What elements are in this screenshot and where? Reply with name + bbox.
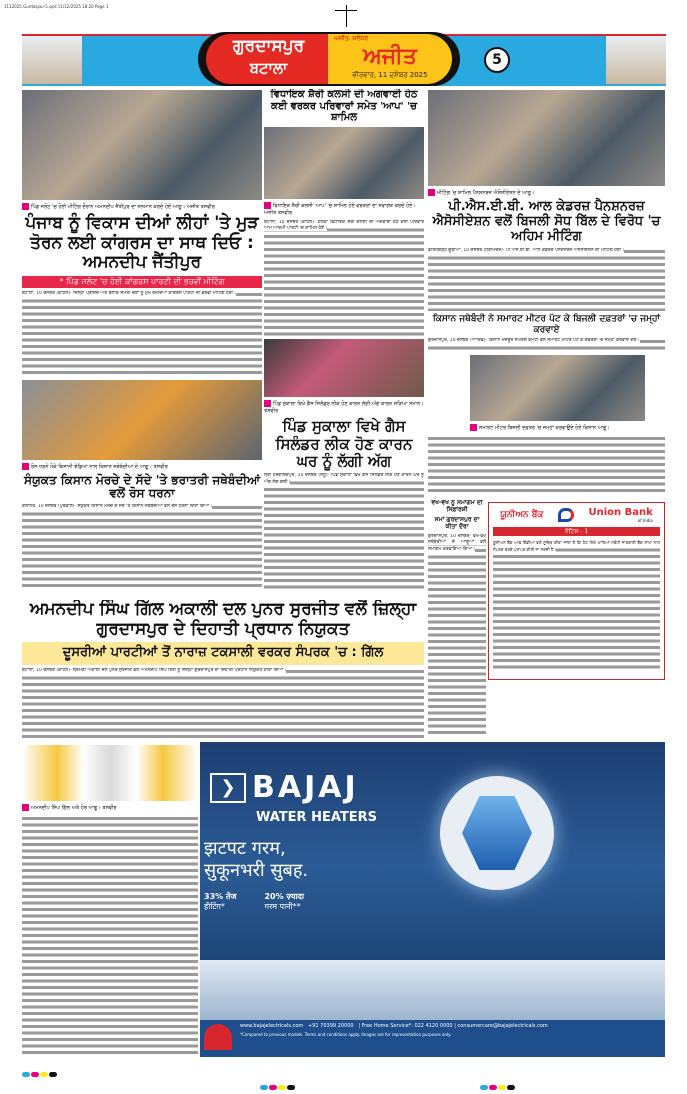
ad-product: WATER HEATERS	[256, 810, 378, 825]
ad-feature-1-value: 33% तेज	[204, 892, 237, 901]
headline-short-news-2: ਸਮਾਂ ਗੁਰਦਾਸਪੁਰ ਦਾ ਕੀਤਾ ਦੌਰਾ	[434, 515, 480, 530]
paper-logo: ਅਜੀਤ	[363, 44, 417, 69]
photo-caption: ਸਮਾਰਟ ਮੀਟਰ ਬਿਜਲੀ ਦਫ਼ਤਰ 'ਚ ਜਮ੍ਹਾਂ ਕਰਵਾਉਂਦੇ ਹੋਏ ਕਿਸਾਨ ਆਗੂ।	[470, 424, 665, 432]
article-body: ਗੁਰਦਾਸਪੁਰ, 10 ਦਸੰਬਰ- ਵੱਖ-ਵੱਖ ਜਥੇਬੰਦੀਆਂ ਦੇ ਆਗੂਆਂ ਵਲੋਂ ਸਮਾਗਮ ਕਰਵਾਇਆ ਗਿਆ।	[428, 534, 486, 736]
notice-title: ਨੋਟਿਸ - 1	[493, 527, 660, 536]
color-registration-bar	[260, 1075, 296, 1094]
leaders-portraits	[22, 745, 198, 801]
print-slug: 1112025 Gurdaspur-5.qxd 11/12/2025 18:20 Page 1	[4, 4, 109, 9]
ad-service: | Free Home Service*: 022 4120 0000 | consumercare@bajajelectricals.com	[358, 1023, 548, 1029]
article-body: ਕਲਾਨੌਰ, 10 ਦਸੰਬਰ (ਪੁਰੇਵਾਲ)- ਸੰਯੁਕਤ ਕਿਸਾਨ ਮੋਰਚੇ ਦੇ ਸੱਦੇ 'ਤੇ ਕਿਸਾਨ ਜਥੇਬੰਦੀਆਂ ਵਲੋਂ ਰੋਸ ਧਰਨਾ ਦਿੱਤਾ ਗਿਆ।	[22, 504, 262, 590]
article-body-continued	[428, 435, 665, 492]
bajaj-water-heater-ad	[200, 742, 665, 1020]
edition-city-1: ਗੁਰਦਾਸਪੁਰ	[232, 36, 305, 56]
subhead-congress: * ਪਿੰਡ ਜਲੋਟ 'ਚ ਹੋਈ ਕਾਂਗਰਸ ਪਾਰਟੀ ਦੀ ਭਰਵੀਂ ਮੀਟਿੰਗ	[22, 276, 262, 288]
gill-article-continued	[22, 745, 198, 1055]
article-body: ਗੁਰਦਾਸਪੁਰ, 10 ਦਸੰਬਰ (ਆਰਿਫ)- ਕਿਸਾਨ ਮਜ਼ਦੂਰ ਸੰਘਰਸ਼ ਕਮੇਟੀ ਵਲੋਂ ਸਮਾਰਟ ਮੀਟਰ ਪੱਟ ਕੇ ਦਫ਼ਤਰਾਂ 'ਚ ਜਮ੍ਹਾਂ ਕਰਵਾਏ ਗਏ।	[428, 338, 665, 352]
photo-caption: ਮੀਟਿੰਗ 'ਚ ਸ਼ਾਮਿਲ ਪੈਨਸ਼ਨਰਜ਼ ਐਸੋਸੀਏਸ਼ਨ ਦੇ ਆਗੂ।	[428, 189, 665, 197]
ad-website: www.bajajelectricals.com	[240, 1023, 304, 1029]
ad-feature-2-label: गरम पानी**	[264, 902, 301, 911]
headline-pensioners: ਪੀ.ਐਸ.ਈ.ਬੀ. ਆਲ ਕੇਡਰਜ਼ ਪੈਨਸ਼ਨਰਜ਼ ਐਸੋਸੀਏਸ਼ਨ ਵਲੋਂ ਬਿਜਲੀ ਸੋਧ ਬਿੱਲ ਦੇ ਵਿਰੋਧ 'ਚ ਅਹਿਮ ਮੀਟਿੰਗ	[432, 199, 661, 244]
article-body-continued	[22, 815, 198, 1055]
ad-footer	[200, 1020, 665, 1057]
registration-mark	[346, 5, 347, 27]
photo-caption: ਅਮਨਦੀਪ ਸਿੰਘ ਗਿੱਲ ਅਤੇ ਹੋਰ ਆਗੂ। ਤਸਵੀਰ	[22, 804, 198, 812]
registration-mark	[335, 10, 357, 11]
middle-column	[264, 89, 424, 590]
ad-feature-1-label: हीटिंग*	[204, 902, 225, 911]
headline-farmers-protest: ਸੰਯੁਕਤ ਕਿਸਾਨ ਮੋਰਚੇ ਦੇ ਸੱਦੇ 'ਤੇ ਭਰਾਤਰੀ ਜਥੇਬੰਦੀਆਂ ਵਲੋਂ ਰੋਸ ਧਰਨਾ	[23, 472, 261, 501]
ad-whatsapp: +91 70399 20000	[308, 1023, 354, 1029]
edition-city-2: ਬਟਾਲਾ	[249, 59, 288, 77]
left-column	[22, 90, 262, 590]
photo-caption: ਵਿਧਾਇਕ ਸ਼ੈਰੀ ਕਲਸੀ 'ਆਪ' 'ਚ ਸ਼ਾਮਿਲ ਹੋਏ ਵਰਕਰਾਂ ਦਾ ਸਵਾਗਤ ਕਰਦੇ ਹੋਏ। ਅਜੀਤ ਤਸਵੀਰ	[264, 202, 416, 216]
ad-tagline-1: झटपट गरम,	[204, 838, 286, 859]
bank-name: Union Bank	[588, 507, 653, 518]
ad-brand: BAJAJ	[252, 770, 359, 805]
smart-meters-photo	[470, 355, 645, 421]
article-body: ਸ੍ਰੀ ਹਰਗੋਬਿੰਦਪੁਰ, 10 ਦਸੰਬਰ (ਸੰਧੂ)- ਪਿੰਡ ਸੁਕਾਲਾ ਵਿਖੇ ਗੈਸ ਸਿਲੰਡਰ ਲੀਕ ਹੋਣ ਕਾਰਨ ਘਰ ਨੂੰ ਅੱਗ ਲੱਗ ਗਈ।	[264, 473, 424, 590]
right-column	[428, 90, 665, 492]
issue-date: ਵੀਰਵਾਰ, 11 ਦਸੰਬਰ 2025	[352, 71, 428, 79]
masthead	[22, 34, 666, 86]
ad-tagline-2: सुकूनभरी सुबह.	[204, 860, 309, 881]
bank-subtitle: of India	[637, 518, 653, 523]
pensioners-meeting-photo	[428, 90, 665, 186]
ad-feature-2-value: 20% ज़्यादा	[264, 892, 304, 901]
gill-article	[22, 600, 424, 741]
headline-congress: ਪੰਜਾਬ ਨੂੰ ਵਿਕਾਸ ਦੀਆਂ ਲੀਹਾਂ 'ਤੇ ਮੁੜ ਤੋਰਨ ਲਈ ਕਾਂਗਰਸ ਦਾ ਸਾਥ ਦਿਓ : ਅਮਨਦੀਪ ਜੈਂਤੀਪੁਰ	[25, 213, 259, 273]
color-registration-bar	[480, 1075, 516, 1094]
publisher: ਅਜੀਤ, ਜਲੰਧਰ	[334, 35, 369, 42]
water-heater-image	[440, 776, 554, 890]
headline-short-news-1: ਵੱਖ-ਵੱਖ ਨੂੰ ਸਮਾਗਮ ਦੀ ਸਿਫ਼ਾਰਸ਼ੀ	[431, 500, 483, 513]
photo-caption: ਰੋਸ ਧਰਨੇ ਮੌਕੇ ਕਿਸਾਨੀ ਝੰਡਿਆਂ ਨਾਲ ਕਿਸਾਨ ਜਥੇਬੰਦੀਆਂ ਦੇ ਆਗੂ। ਤਸਵੀਰ	[22, 463, 262, 471]
color-registration-bar	[22, 1062, 58, 1081]
subhead-gill: ਦੂਸਰੀਆਂ ਪਾਰਟੀਆਂ ਤੋਂ ਨਾਰਾਜ਼ ਟਕਸਾਲੀ ਵਰਕਰ ਸੰਪਰਕ 'ਚ : ਗਿੱਲ	[22, 642, 424, 665]
union-bank-logo-icon	[558, 508, 574, 522]
notice-body: ਯੂਨੀਅਨ ਬੈਂਕ ਆਫ ਇੰਡੀਆ ਵਲੋਂ ਸੂਚਿਤ ਕੀਤਾ ਜਾਂਦਾ ਹੈ ਕਿ ਹੇਠ ਲਿਖੇ ਖਾਤਿਆਂ ਸਬੰਧੀ ਜਾਣਕਾਰੀ ਬੈਂਕ ਸ਼ਾਖਾ ਨਾਲ ਸੰਪਰਕ ਕਰਕੇ ਪ੍ਰਾਪਤ ਕੀਤੀ ਜਾ ਸਕਦੀ ਹੈ।	[493, 540, 660, 670]
photo-caption: ਪਿੰਡ ਸੁਕਾਲਾ ਵਿਖੇ ਗੈਸ ਸਿਲੰਡਰ ਲੀਕ ਹੋਣ ਕਾਰਨ ਲੱਗੀ ਅੱਗ ਕਾਰਨ ਸੜਿਆ ਸਮਾਨ। ਤਸਵੀਰ	[264, 401, 424, 415]
headline-smart-meters: ਕਿਸਾਨ ਜਥੇਬੰਦੀ ਨੇ ਸਮਾਰਟ ਮੀਟਰ ਪੱਟ ਕੇ ਬਿਜਲੀ ਦਫ਼ਤਰਾਂ 'ਚ ਜਮ੍ਹਾਂ ਕਰਵਾਏ	[432, 314, 661, 335]
bajaj-logo-icon: ❯	[210, 773, 246, 803]
fire-damage-photo	[264, 339, 424, 397]
article-body: ਬਟਾਲਾ, 10 ਦਸੰਬਰ (ਕਾਹਲੋਂ)- ਜ਼ਿਲ੍ਹਾ ਪ੍ਰੀਸ਼ਦ ਅਤੇ ਬਲਾਕ ਸੰਮਤੀ ਚੋਣਾਂ ਨੂੰ ਮੁੱਖ ਰੱਖਦਿਆਂ ਕਾਂਗਰਸ ਪਾਰਟੀ ਦੀ ਭਰਵੀਂ ਮੀਟਿੰਗ ਹੋਈ।	[22, 291, 262, 377]
headline-gas-cylinder: ਪਿੰਡ ਸੁਕਾਲਾ ਵਿਖੇ ਗੈਸ ਸਿਲੰਡਰ ਲੀਕ ਹੋਣ ਕਾਰਨ ਘਰ ਨੂੰ ਲੱਗੀ ਅੱਗ	[275, 417, 413, 470]
union-bank-notice	[488, 502, 665, 680]
bathtub-image	[200, 960, 665, 1020]
article-body: ਬਟਾਲਾ, 10 ਦਸੰਬਰ (ਕਾਹਲੋਂ)- ਸ਼੍ਰੋਮਣੀ ਅਕਾਲੀ ਦਲ ਪੁਨਰ ਸੁਰਜੀਤ ਵਲੋਂ ਅਮਨਦੀਪ ਸਿੰਘ ਗਿੱਲ ਨੂੰ ਜ਼ਿਲ੍ਹਾ ਗੁਰਦਾਸਪੁਰ ਦਾ ਦਿਹਾਤੀ ਪ੍ਰਧਾਨ ਨਿਯੁਕਤ ਕੀਤਾ ਗਿਆ।	[22, 668, 424, 741]
award-badge-icon	[204, 1024, 232, 1050]
protest-photo	[22, 380, 262, 460]
headline-gill-appointed: ਅਮਨਦੀਪ ਸਿੰਘ ਗਿੱਲ ਅਕਾਲੀ ਦਲ ਪੁਨਰ ਸੁਰਜੀਤ ਵਲੋਂ ਜ਼ਿਲ੍ਹਾ ਗੁਰਦਾਸਪੁਰ ਦੇ ਦਿਹਾਤੀ ਪ੍ਰਧਾਨ ਨਿਯੁਕਤ	[29, 600, 417, 639]
short-news-column	[428, 500, 486, 736]
ad-fineprint: *Compared to previous models. Terms and conditions apply. Images are for representation purposes only.	[240, 1032, 452, 1037]
heritage-building-image	[606, 36, 666, 84]
photo-caption: ਪਿੰਡ ਜਲੋਟ 'ਚ ਹੋਈ ਮੀਟਿੰਗ ਦੌਰਾਨ ਅਮਨਦੀਪ ਜੈਂਤੀਪੁਰ ਦਾ ਸਨਮਾਨ ਕਰਦੇ ਹੋਏ ਆਗੂ। ਅਜੀਤ ਤਸਵੀਰ	[22, 203, 262, 211]
page-number: 5	[484, 47, 510, 73]
article-body: ਫਤਿਹਗੜ੍ਹ ਚੂੜੀਆਂ, 10 ਦਸੰਬਰ (ਧਰਮਿੰਦਰ)- ਪੀ.ਐਸ.ਈ.ਬੀ. ਆਲ ਕੇਡਰਜ਼ ਪੈਨਸ਼ਨਰਜ਼ ਐਸੋਸੀਏਸ਼ਨ ਦੀ ਮੀਟਿੰਗ ਹੋਈ।	[428, 248, 665, 312]
aap-joining-photo	[264, 127, 424, 199]
article-body: ਬਟਾਲਾ, 10 ਦਸੰਬਰ (ਕਾਹਲੋਂ)- ਹਲਕਾ ਵਿਧਾਇਕ ਸ਼ੈਰੀ ਕਲਸੀ ਦੀ ਅਗਵਾਈ ਹੇਠ ਕਈ ਪਰਿਵਾਰ ਆਮ ਆਦਮੀ ਪਾਰਟੀ 'ਚ ਸ਼ਾਮਿਲ ਹੋਏ।	[264, 220, 424, 337]
bank-name-regional: ਯੂਨੀਅਨ ਬੈਂਕ	[500, 510, 544, 520]
gurdwara-image	[22, 36, 82, 84]
headline-aap-join: ਵਿਧਾਇਕ ਸ਼ੈਰੀ ਕਲਸੀ ਦੀ ਅਗਵਾਈ ਹੇਠ ਕਈ ਵਰਕਰ ਪਰਿਵਾਰਾਂ ਸਮੇਤ 'ਆਪ' 'ਚ ਸ਼ਾਮਿਲ	[270, 89, 418, 123]
congress-meeting-photo	[22, 90, 262, 200]
